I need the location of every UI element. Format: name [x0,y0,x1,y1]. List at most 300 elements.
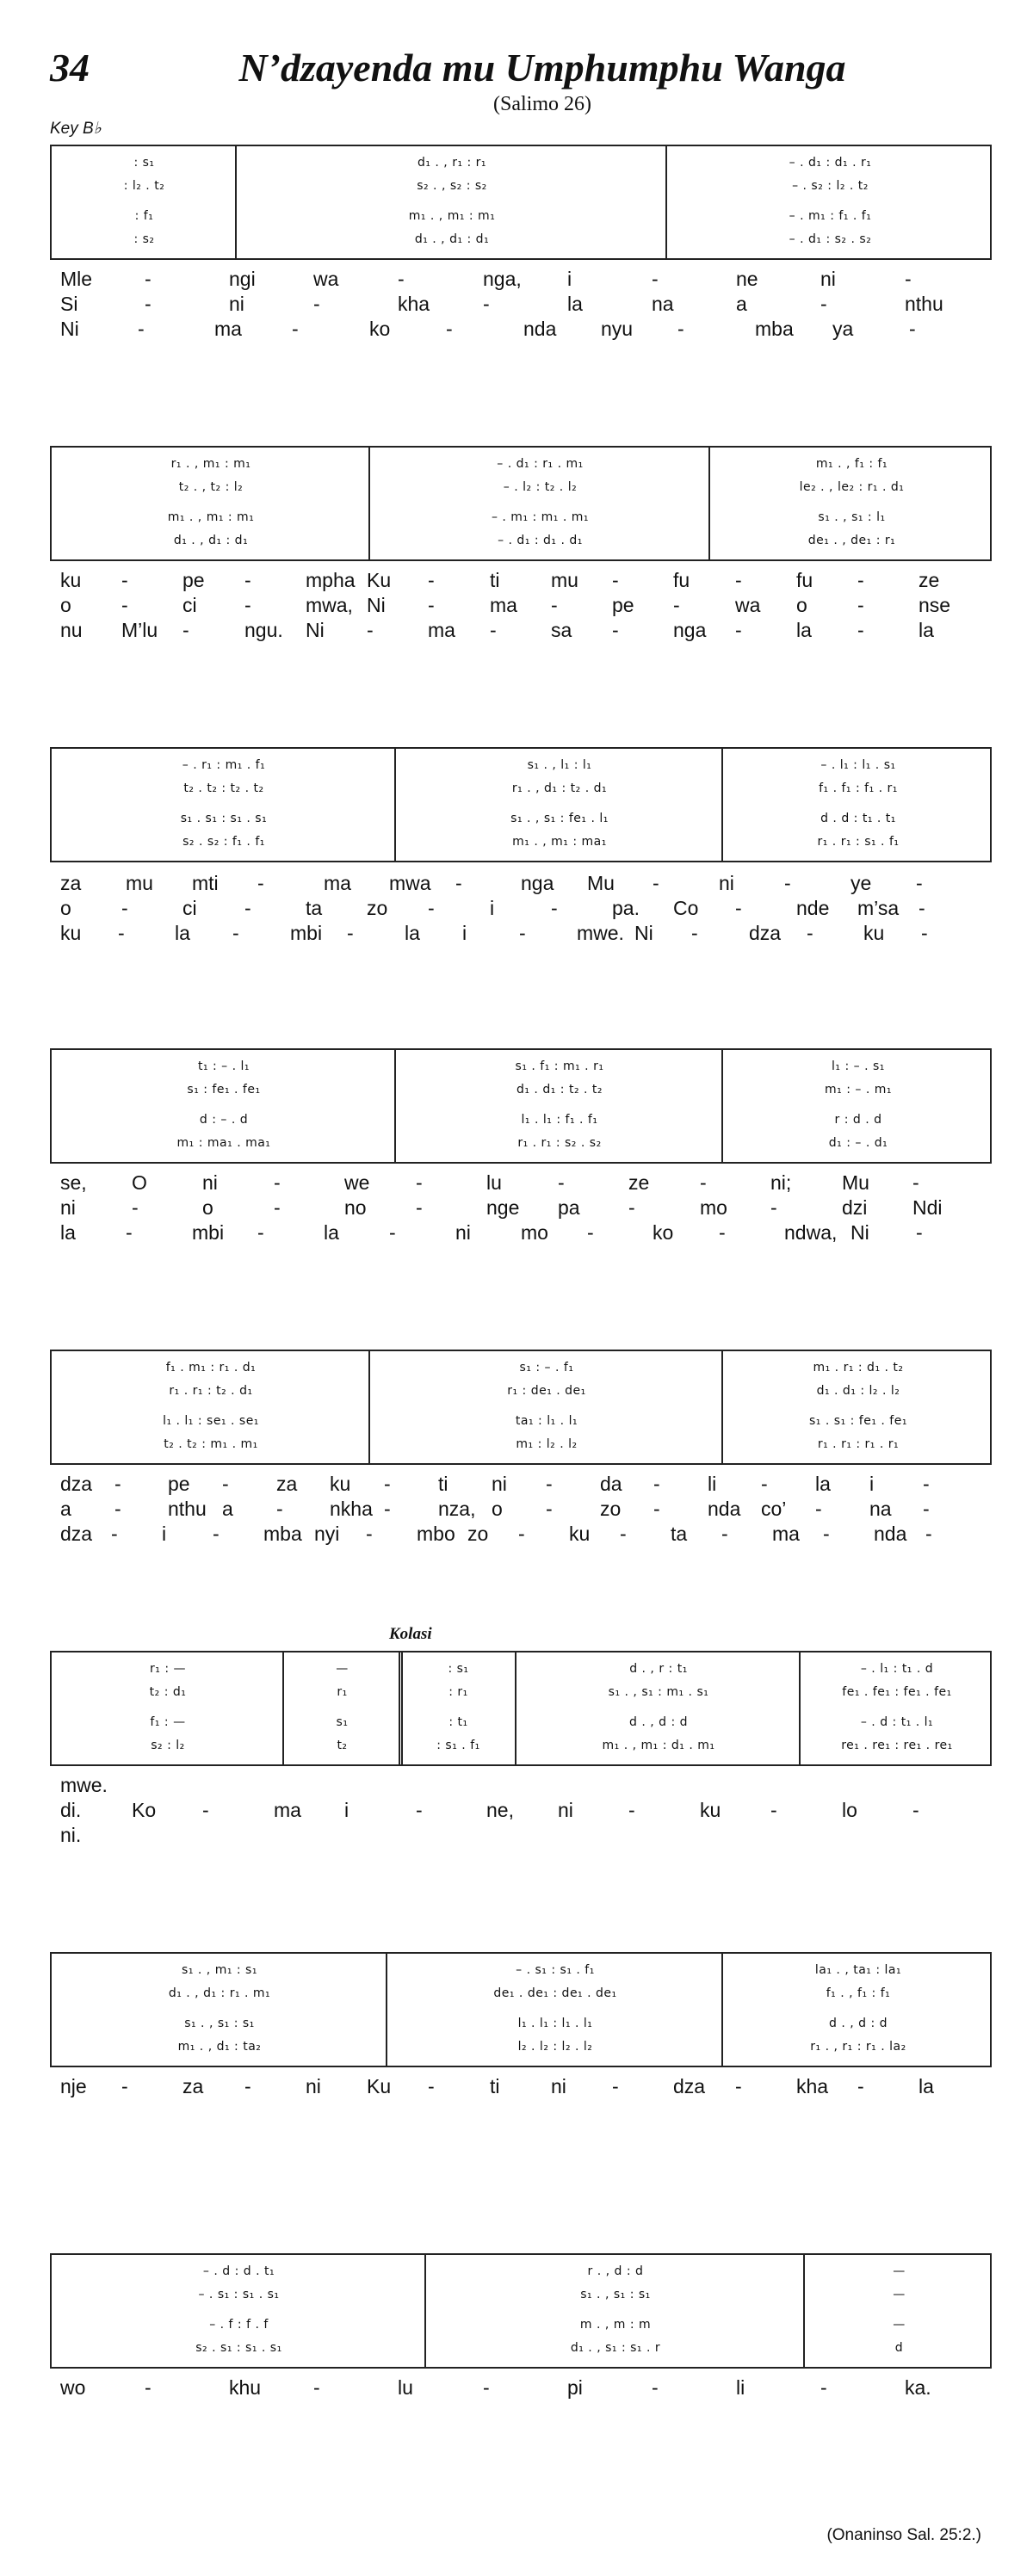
lyric-syllable: ma [490,594,517,616]
lyric-syllable: - [912,1799,919,1821]
lyric-syllable: ma [428,619,455,641]
lyric-syllable: Ni [851,1221,869,1244]
lyric-syllable: - [126,1221,133,1244]
part-row-s1 [52,1658,990,1680]
lyric-syllable: m’sa [857,897,900,919]
lyric-syllable: la [175,922,190,944]
lyric-line [60,921,990,946]
measure-notes: f₁ . m₁ : r₁ . d₁ [165,1361,257,1374]
lyrics-block-3 [60,871,990,946]
lyric-syllable: nkha [330,1498,373,1520]
lyric-line [60,618,990,643]
measure-notes: s₁ : – . f₁ [519,1361,574,1374]
music-system-8 [50,2253,992,2369]
measure-notes: m₁ : – . m₁ [825,1083,892,1096]
lyric-syllable: ne, [486,1799,514,1821]
lyric-syllable: dza [60,1473,93,1495]
measure-notes: s₂ . s₂ : f₁ . f₁ [182,835,265,849]
lyric-syllable: i [344,1799,349,1821]
measure-notes: d . d : t₁ . t₁ [820,812,896,825]
measure-notes: r₁ : de₁ . de₁ [507,1384,586,1398]
lyric-syllable: ni; [770,1171,792,1194]
measure-notes: — [336,1662,349,1676]
lyric-syllable: dza [60,1523,93,1545]
measure-notes: m . , m : m [579,2318,652,2332]
lyric-syllable: - [653,1498,660,1520]
lyric-syllable: - [652,2376,659,2399]
lyrics-block-7 [60,2074,990,2099]
music-system-7 [50,1952,992,2067]
lyric-syllable: O [132,1171,147,1194]
lyric-syllable: o [60,897,71,919]
footer-reference: (Onaninso Sal. 25:2.) [826,2526,981,2544]
upper-staff [52,1055,990,1110]
lyric-syllable: - [653,872,659,894]
lyric-syllable: - [121,2075,128,2097]
measure-notes: d₁ . , d₁ : d₁ [173,534,249,547]
measure-notes: s₁ [336,1715,349,1729]
measure-notes: ta₁ : l₁ . l₁ [515,1414,578,1428]
lyric-syllable: lu [486,1171,502,1194]
lyric-syllable: za [60,872,82,894]
measure-notes: r₁ [337,1685,348,1699]
lyric-syllable: - [620,1523,627,1545]
lyrics-block-1 [60,267,990,342]
lyric-syllable: i [869,1473,875,1495]
lyric-syllable: ze [919,569,940,591]
measure-notes: — [893,2288,906,2301]
lyric-syllable: ku [569,1523,591,1545]
part-row-s1 [52,754,990,776]
lyric-line [60,1823,990,1848]
lyric-syllable: - [628,1196,635,1219]
lyric-syllable: - [857,569,864,591]
lyric-syllable: li [708,1473,717,1495]
lyric-syllable: fu [796,569,813,591]
measure-notes: – . f : f . f [209,2318,269,2332]
lyric-syllable: ku [60,569,82,591]
measure-notes: s₁ . , l₁ : l₁ [527,758,592,772]
lyric-syllable: zo [467,1523,489,1545]
lyric-syllable: ti [490,569,500,591]
measure-notes: m₁ : l₂ . l₂ [516,1437,578,1451]
lyric-syllable: - [483,2376,490,2399]
lyric-syllable: - [912,1171,919,1194]
lyric-syllable: - [761,1473,768,1495]
lyric-syllable: - [815,1498,822,1520]
lyric-syllable: mba [755,318,794,340]
part-row-a1 [52,807,990,830]
lyric-syllable: - [551,594,558,616]
lyric-syllable: - [673,594,680,616]
measure-notes: l₁ : – . s₁ [832,1059,885,1073]
lyric-syllable: ngu. [244,619,283,641]
part-row-a1 [52,1711,990,1733]
lyric-syllable: - [558,1171,565,1194]
measure-notes: t₂ . t₂ : t₂ . t₂ [183,781,264,795]
lyric-syllable: - [244,2075,251,2097]
lyric-syllable: a [60,1498,71,1520]
lyric-syllable: - [653,1473,660,1495]
lyric-syllable: - [490,619,497,641]
part-row-a1 [52,1109,990,1131]
lyric-syllable: lu [398,2376,413,2399]
lower-staff [52,2313,990,2369]
part-row-s2 [52,1681,990,1703]
lyric-syllable: Mu [842,1171,869,1194]
lyric-line [60,1497,990,1522]
lyric-line [60,2375,990,2400]
lyric-syllable: mbi [290,922,323,944]
lyric-syllable: - [857,594,864,616]
lyric-syllable: ma [214,318,242,340]
lyric-syllable: la [919,2075,934,2097]
lyric-syllable: - [202,1799,209,1821]
lyric-syllable: ni [558,1799,573,1821]
lyric-syllable: Ndi [912,1196,943,1219]
lyric-syllable: - [114,1473,121,1495]
lyric-syllable: nda [708,1498,741,1520]
lyric-syllable: - [213,1523,220,1545]
lyric-syllable: - [222,1473,229,1495]
lyric-syllable: - [612,2075,619,2097]
lyric-syllable: mwe. [60,1774,108,1796]
upper-staff [52,1658,990,1713]
measure-notes: : l₂ . t₂ [123,179,165,193]
part-row-s1 [52,1055,990,1078]
measure-notes: r₁ . r₁ : t₂ . d₁ [169,1384,253,1398]
part-row-a2 [52,831,990,853]
part-row-a2 [52,529,990,552]
upper-staff [52,754,990,809]
lyric-syllable: nga [521,872,554,894]
lyric-syllable: nse [919,594,951,616]
lyric-syllable: - [921,922,928,944]
part-row-s2 [52,476,990,498]
key-signature: Key B♭ [50,120,102,138]
lyric-line [60,317,990,342]
measure-notes: : f₁ [134,209,154,223]
lyric-syllable: ko [653,1221,674,1244]
lyric-syllable: ye [851,872,872,894]
lyric-syllable: ngi [229,268,256,290]
lyric-syllable: la [815,1473,831,1495]
measure-notes: r₁ . r₁ : s₂ . s₂ [517,1136,602,1150]
lyric-syllable: - [428,594,435,616]
measure-notes: d₁ : – . d₁ [828,1136,888,1150]
lyric-syllable: - [257,872,264,894]
lyric-syllable: mpha [306,569,356,591]
lyric-syllable: la [919,619,934,641]
lyric-line [60,593,990,618]
lyric-syllable: ma [274,1799,301,1821]
measure-notes: d [894,2341,904,2355]
lyric-syllable: da [600,1473,622,1495]
lower-staff [52,2012,990,2067]
lyric-syllable: lo [842,1799,857,1821]
measure-notes: – . s₁ : s₁ . s₁ [198,2288,280,2301]
lyric-syllable: - [721,1523,728,1545]
lyric-syllable: - [145,2376,152,2399]
measure-notes: s₁ . s₁ : fe₁ . fe₁ [809,1414,907,1428]
measure-notes: t₂ [337,1739,348,1752]
measure-notes: s₁ . s₁ : s₁ . s₁ [180,812,268,825]
lyric-syllable: o [796,594,807,616]
measure-notes: s₂ : l₂ [151,1739,185,1752]
lyric-syllable: - [389,1221,396,1244]
measure-notes: l₁ . l₁ : se₁ . se₁ [163,1414,259,1428]
lyric-line [60,871,990,896]
measure-notes: : s₁ [448,1662,469,1676]
lyric-syllable: dza [749,922,782,944]
lyric-line [60,1798,990,1823]
lyric-line [60,1220,990,1245]
lyric-syllable: ni. [60,1824,82,1846]
lyric-syllable: ka. [905,2376,931,2399]
lyric-syllable: khu [229,2376,262,2399]
lyric-syllable: - [820,2376,827,2399]
measure-notes: d . , r : t₁ [629,1662,688,1676]
lyric-syllable: i [462,922,467,944]
lyric-syllable: - [519,922,526,944]
upper-staff [52,151,990,207]
measure-notes: d₁ . , r₁ : r₁ [417,156,487,170]
lyric-syllable: - [483,293,490,315]
lyric-syllable: Co [673,897,699,919]
lyric-syllable: - [121,897,128,919]
lyric-syllable: - [121,594,128,616]
lyric-syllable: - [232,922,239,944]
measure-notes: r₁ : — [150,1662,186,1676]
lyrics-block-4 [60,1171,990,1245]
measure-notes: — [893,2318,906,2332]
lyric-syllable: - [784,872,791,894]
lyric-syllable: dzi [842,1196,868,1219]
measure-notes: s₁ . , s₁ : s₁ [580,2288,651,2301]
lyric-syllable: mu [551,569,578,591]
lyric-syllable: nyu [601,318,634,340]
lyric-syllable: nthu [168,1498,207,1520]
lyric-syllable: mba [263,1523,302,1545]
lyric-syllable: - [416,1799,423,1821]
music-system-6 [50,1651,992,1766]
part-row-s2 [52,175,990,197]
lyric-syllable: Mu [587,872,615,894]
lyric-syllable: - [274,1196,281,1219]
lyric-syllable: - [823,1523,830,1545]
lyric-syllable: mwa, [306,594,353,616]
measure-notes: : s₂ [133,232,155,246]
lyric-syllable: nthu [905,293,943,315]
part-row-a2 [52,228,990,250]
upper-staff [52,2260,990,2315]
lyric-syllable: - [274,1171,281,1194]
lyric-line [60,2074,990,2099]
measure-notes: m₁ . r₁ : d₁ . t₂ [813,1361,904,1374]
measure-notes: s₁ . , s₁ : s₁ [184,2017,255,2030]
lyric-syllable: mu [126,872,153,894]
lyric-syllable: la [796,619,812,641]
lyric-syllable: ni [719,872,734,894]
kolasi-label: Kolasi [389,1625,432,1643]
lyric-syllable: na [652,293,674,315]
lyric-syllable: wa [313,268,339,290]
lyric-line [60,568,990,593]
music-system-5 [50,1350,992,1465]
lyric-syllable: nza, [438,1498,476,1520]
measure-notes: de₁ . , de₁ : r₁ [807,534,896,547]
lyric-syllable: - [347,922,354,944]
lower-staff [52,807,990,862]
lyric-syllable: Ku [367,569,392,591]
lyric-syllable: - [628,1799,635,1821]
lyric-syllable: - [719,1221,726,1244]
lyric-syllable: ci [182,594,197,616]
lyric-syllable: co’ [761,1498,787,1520]
lyric-syllable: - [923,1473,930,1495]
lyric-syllable: - [276,1498,283,1520]
measure-notes: : t₁ [448,1715,468,1729]
lyric-syllable: nde [796,897,830,919]
part-row-s1 [52,1356,990,1379]
lyric-syllable: dza [673,2075,706,2097]
measure-notes: m₁ : ma₁ . ma₁ [176,1136,271,1150]
lyrics-block-8 [60,2375,990,2400]
lyric-syllable: nga, [483,268,522,290]
hymn-number: 34 [50,46,90,90]
measure-notes: r : d . d [834,1113,882,1127]
part-row-s2 [52,1380,990,1402]
lyric-syllable: - [118,922,125,944]
lyric-syllable: - [770,1799,777,1821]
lyric-syllable: nda [874,1523,907,1545]
lyric-syllable: - [145,268,152,290]
lyric-syllable: - [182,619,189,641]
lyric-syllable: - [121,569,128,591]
measure-notes: m₁ . , d₁ : ta₂ [177,2040,262,2054]
lyric-syllable: - [384,1473,391,1495]
lyric-syllable: - [366,1523,373,1545]
lyric-syllable: - [857,2075,864,2097]
lyric-syllable: - [455,872,462,894]
lower-staff [52,506,990,561]
lyric-syllable: ku [330,1473,351,1495]
part-row-a1 [52,2313,990,2336]
lyric-syllable: - [735,897,742,919]
measure-notes: – . d : t₁ . l₁ [860,1715,934,1729]
lyric-syllable: ma [324,872,351,894]
lyric-syllable: zo [600,1498,622,1520]
measure-notes: – . d₁ : r₁ . m₁ [497,457,584,471]
lyric-syllable: - [367,619,374,641]
measure-notes: – . s₁ : s₁ . f₁ [516,1963,595,1977]
lyric-syllable: - [313,2376,320,2399]
lyric-syllable: - [416,1171,423,1194]
measure-notes: m₁ . , m₁ : m₁ [408,209,496,223]
lyric-syllable: nje [60,2075,87,2097]
lyric-syllable: ni [60,1196,76,1219]
lyric-syllable: na [869,1498,892,1520]
measure-notes: l₁ . l₁ : l₁ . l₁ [517,2017,593,2030]
lyric-line [60,1773,990,1798]
measure-notes: t₁ : – . l₁ [197,1059,251,1073]
measure-notes: r₁ . , r₁ : r₁ . la₂ [810,2040,906,2054]
part-row-a2 [52,1433,990,1455]
lyric-syllable: - [691,922,698,944]
measure-notes: – . r₁ : m₁ . f₁ [182,758,266,772]
lyric-syllable: ni [202,1171,218,1194]
lyric-syllable: - [735,569,742,591]
measure-notes: r₁ . r₁ : r₁ . r₁ [817,1437,900,1451]
measure-notes: – . d₁ : s₂ . s₂ [789,232,872,246]
lyric-syllable: - [677,318,684,340]
lyric-line [60,267,990,292]
lyric-line [60,1522,990,1547]
measure-notes: f₁ : — [150,1715,186,1729]
lyric-syllable: - [114,1498,121,1520]
lyric-syllable: ku [60,922,82,944]
lyric-syllable: ni [306,2075,321,2097]
lyric-syllable: ni [551,2075,566,2097]
lyric-syllable: ta [671,1523,688,1545]
lyric-syllable: - [518,1523,525,1545]
lyric-syllable: Ni [367,594,386,616]
lyric-syllable: - [138,318,145,340]
lyric-syllable: nga [673,619,707,641]
lyric-syllable: - [735,619,742,641]
lyric-syllable: ni [455,1221,471,1244]
lyric-syllable: Ni [306,619,325,641]
upper-staff [52,1959,990,2014]
lyric-syllable: - [428,897,435,919]
lyric-syllable: i [567,268,572,290]
measure-notes: fe₁ . fe₁ : fe₁ . fe₁ [842,1685,952,1699]
lyric-syllable: i [162,1523,167,1545]
lyric-syllable: - [244,594,251,616]
part-row-s1 [52,453,990,475]
part-row-s2 [52,777,990,800]
part-row-a2 [52,2337,990,2359]
measure-notes: s₂ . , s₂ : s₂ [417,179,487,193]
lyric-syllable: ku [700,1799,721,1821]
part-row-s1 [52,151,990,174]
measure-notes: m₁ . , m₁ : d₁ . m₁ [602,1739,715,1752]
measure-notes: : r₁ [448,1685,468,1699]
lyric-syllable: mbo [417,1523,455,1545]
lyric-syllable: - [145,293,152,315]
measure-notes: t₂ : d₁ [149,1685,187,1699]
lyric-syllable: nda [523,318,557,340]
lyric-syllable: - [313,293,320,315]
measure-notes: : s₁ . f₁ [436,1739,480,1752]
lyric-syllable: a [736,293,747,315]
lower-staff [52,205,990,260]
lyric-syllable: - [909,318,916,340]
measure-notes: m₁ . , m₁ : m₁ [167,510,255,524]
lyric-syllable: la [60,1221,76,1244]
measure-notes: – . s₂ : l₂ . t₂ [792,179,869,193]
lyric-syllable: zo [367,897,388,919]
lyric-syllable: - [700,1171,707,1194]
lyric-syllable: di. [60,1799,82,1821]
lyric-syllable: pe [182,569,205,591]
music-system-4 [50,1048,992,1164]
measure-notes: d₁ . , s₁ : s₁ . r [570,2341,661,2355]
part-row-a1 [52,205,990,227]
lyric-syllable: ni [492,1473,507,1495]
measure-notes: s₁ . , s₁ : l₁ [818,510,886,524]
measure-notes: – . d₁ : d₁ . d₁ [498,534,583,547]
